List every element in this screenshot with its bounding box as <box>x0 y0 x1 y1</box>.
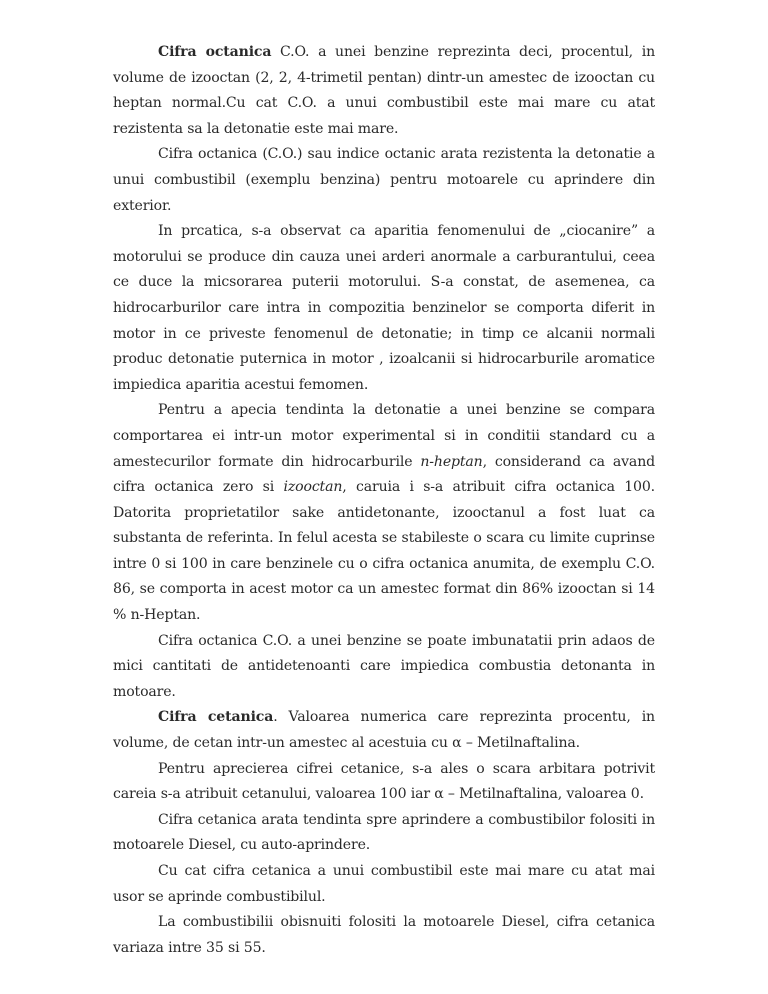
term-cifra-octanica: Cifra octanica <box>158 44 272 60</box>
paragraph-cetane-scale: Pentru aprecierea cifrei cetanice, s-a ales o scara arbitara potrivit careia s-a atribuit cetanului, valoarea 100 iar α – Metilnaftalina, valoarea 0. <box>113 760 655 803</box>
document-page <box>113 40 655 961</box>
term-cifra-cetanica: Cifra cetanica <box>158 709 274 726</box>
paragraph-octane-definition: Cifra octanica C.O. a unei benzine reprezinta deci, procentul, in volume de izooctan (2, 2, 4-trimetil pentan) dintr-un amestec de izooctan cu heptan normal.Cu cat C.O. a unui combustibil este mai mare cu atat rezistenta sa la detonatie este mai mare. <box>113 44 655 137</box>
paragraph-cetane-ignition: Cu cat cifra cetanica a unui combustibil este mai mare cu atat mai usor se aprinde combustibilul. <box>113 863 655 905</box>
paragraph-cetane-diesel: Cifra cetanica arata tendinta spre aprindere a combustibilor folositi in motoarele Diesel, cu auto-aprindere. <box>113 811 655 854</box>
paragraph-knocking: In prcatica, s-a observat ca aparitia fenomenului de „ciocanire” a motorului se produce din cauza unei arderi anormale a carburantului, ceea ce duce la micsorarea puterii motorului. S-a constat, de asemenea, ca hidrocarburilor care intra in compozitia benzinelor se comporta diferit in motor in ce priveste fenomenul de detonatie; in timp ce alcanii normali produc detonatie puternica in motor , izoalcanii si hidrocarburile aromatice impiedica aparitia acestui femomen. <box>113 223 655 393</box>
paragraph-test-method: Pentru a apecia tendinta la detonatie a unei benzine se compara comportarea ei intr-un motor experimental si in conditii standard cu a amestecurilor formate din hidrocarburile n-heptan, considerand ca avand cifra octanica zero si izooctan, caruia i s-a atribuit cifra octanica 100. Datorita proprietatilor sake antidetonante, izooctanul a fost luat ca substanta de referinta. In felul acesta se stabileste o scara cu limite cuprinse intre 0 si 100 in care benzinele cu o cifra octanica anumita, de exemplu C.O. 86, se comporta in acest motor ca un amestec format din 86% izooctan si 14 % n-Heptan. <box>113 402 656 624</box>
term-izooctan: izooctan <box>283 479 343 496</box>
paragraph-octane-index: Cifra octanica (C.O.) sau indice octanic arata rezistenta la detonatie a unui combustibil (exemplu benzina) pentru motoarele cu aprindere din exterior. <box>113 146 655 214</box>
paragraph-cetane-range: La combustibilii obisnuiti folositi la motoarele Diesel, cifra cetanica variaza intre 35 si 55. <box>113 914 655 956</box>
paragraph-cetane-definition: Cifra cetanica. Valoarea numerica care reprezinta procentu, in volume, de cetan intr-un amestec al acestuia cu α – Metilnaftalina. <box>113 709 655 752</box>
paragraph-octane-improvement: Cifra octanica C.O. a unei benzine se poate imbunatatii prin adaos de mici cantitati de antidetenoanti care impiedica combustia detonanta in motoare. <box>113 632 655 700</box>
term-n-heptan: n-heptan <box>420 453 483 470</box>
